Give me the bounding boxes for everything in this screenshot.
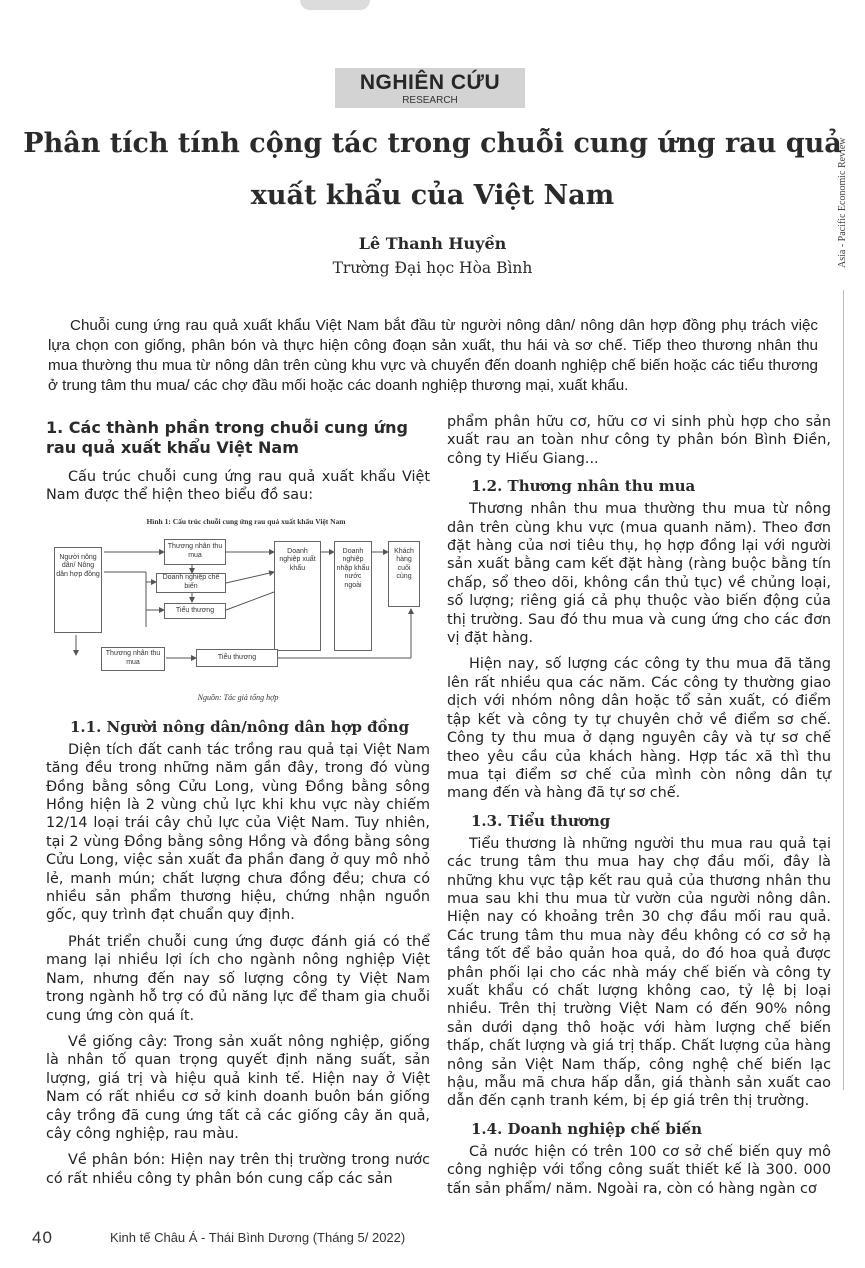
node-exporter: Doanh nghiệp xuất khẩu bbox=[274, 541, 321, 651]
paragraph-1-4: Cả nước hiện có trên 100 cơ sở chế biến quy mô công nghiệp với tổng công suất thiết kế là 300. 000 tấn sản phẩm/ năm. Ngoài ra, còn có hàng ngàn cơ bbox=[447, 1143, 831, 1197]
paragraph-1-3: Tiểu thương là những người thu mua rau quả tại các trung tâm thu mua hay chợ đầu mối, đây là những khu vực tập kết rau quả của thương nhân thu mua sau khi thu mua từ vườn của người nông dân. Hiện nay có khoảng trên 30 chợ đầu mối rau quả. Các trung tâm thu mua này đều không có cơ sở hạ tầng tốt để bảo quản hoa quả, do đó hoa quả được phân phối lại cho các nhà máy chế biến và công ty xuất khẩu có chất lượng không cao, tỷ lệ bị loại nhiều. Trên thị trường Việt Nam có đến 90% nông sản dưới dạng thô hoặc với hàm lượng chế biến thấp, chất lượng và giá trị thấp. Chất lượng của hàng nông sản Việt Nam thấp, công nghệ chế biến lạc hậu, mẫu mã chưa hấp dẫn, giá thành sản xuất cao dẫn đến cạnh tranh kém, bị ép giá trên thị trường. bbox=[447, 835, 831, 1110]
section-header bbox=[335, 68, 525, 108]
paragraph-continued: phẩm phân hữu cơ, hữu cơ vi sinh phù hợp cho sản xuất rau an toàn như công ty phân bón Bình Điền, công ty Hiếu Giang... bbox=[447, 414, 831, 467]
heading-section-1: 1. Các thành phần trong chuỗi cung ứng rau quả xuất khẩu Việt Nam bbox=[46, 418, 408, 457]
right-column bbox=[447, 413, 831, 1206]
heading-1-2: 1.2. Thương nhân thu mua bbox=[471, 477, 696, 496]
left-column bbox=[46, 410, 430, 1196]
arrow-processor-exporter bbox=[226, 572, 274, 583]
figure-supply-chain bbox=[46, 513, 430, 703]
node-importer: Doanh nghiệp nhập khẩu nước ngoài bbox=[334, 541, 372, 651]
section-label-en: RESEARCH bbox=[402, 95, 458, 106]
node-customer: Khách hàng cuối cùng bbox=[388, 541, 420, 607]
paragraph-intro: Cấu trúc chuỗi cung ứng rau quả xuất khẩu Việt Nam được thể hiện theo biểu đồ sau: bbox=[46, 469, 430, 504]
node-trader: Thương nhân thu mua bbox=[164, 539, 226, 565]
section-label: NGHIÊN CỨU bbox=[359, 71, 501, 94]
node-trader-2: Thương nhân thu mua bbox=[101, 647, 165, 671]
article-author: Lê Thanh Huyền bbox=[358, 234, 507, 253]
paragraph-fertilizer: Về phân bón: Hiện nay trên thị trường trong nước có rất nhiều công ty phân bón cung cấp các sản bbox=[46, 1152, 430, 1187]
node-processor: Doanh nghiệp chế biến bbox=[156, 573, 226, 593]
heading-1-4: 1.4. Doanh nghiệp chế biến bbox=[471, 1119, 702, 1138]
article-affiliation: Trường Đại học Hòa Bình bbox=[332, 259, 533, 277]
node-farmer: Người nông dân/ Nông dân hợp đồng bbox=[54, 547, 102, 633]
side-divider bbox=[843, 290, 844, 1090]
page-footer bbox=[0, 1224, 865, 1254]
journal-side-label: Asia - Pacific Economic Review bbox=[837, 137, 848, 268]
paragraph-1-1-a: Diện tích đất canh tác trồng rau quả tại Việt Nam tăng đều trong những năm gần đây, trong đó vùng Đồng bằng sông Cửu Long, vùng Đồng bằng sông Hồng hiện là 2 vùng chủ lực khi khu vực này chiếm 12/14 loại trái cây chủ lực của Việt Nam. Tuy nhiên, tại 2 vùng Đồng bằng sông Hồng và đồng bằng sông Cửu Long, việc sản xuất đa phần đang ở quy mô nhỏ lẻ, manh mún; chất lượng chưa đồng đều; chưa có nhiều sản phẩm thương hiệu, chứng nhận nguồn gốc, quy trình đạt chuẩn quy định. bbox=[46, 741, 430, 924]
page-number: 40 bbox=[32, 1228, 53, 1247]
figure-title: Hình 1: Cấu trúc chuỗi cung ứng rau quả xuất khẩu Việt Nam bbox=[146, 516, 346, 526]
node-retail: Tiểu thương bbox=[164, 603, 226, 619]
paragraph-1-1-b: Phát triển chuỗi cung ứng được đánh giá có thể mang lại nhiều lợi ích cho ngành nông nghiệp Việt Nam, nhưng đến nay số lượng công ty Việt Nam trong ngành hỗ trợ có đủ năng lực để tham gia chuỗi cung ứng còn quá ít. bbox=[46, 933, 430, 1024]
article-title: Phân tích tính cộng tác trong chuỗi cung ứng rau quả xuất khẩu của Việt Nam bbox=[23, 128, 842, 211]
figure-source: Nguồn: Tác giả tổng hợp bbox=[197, 692, 279, 702]
node-retail-2: Tiểu thương bbox=[196, 649, 278, 667]
heading-1-1: 1.1. Người nông dân/nông dân hợp đồng bbox=[70, 717, 410, 736]
figure-diagram bbox=[46, 527, 430, 687]
paragraph-seeds: Về giống cây: Trong sản xuất nông nghiệp, giống là nhân tố quan trọng quyết định năng suất, sản lượng, giá trị và hiệu quả kinh tế. Hiện nay ở Việt Nam có rất nhiều cơ sở kinh doanh buôn bán giống cây trồng đã cung ứng tất cả các giống cây ăn quả, cây công nghiệp, rau màu. bbox=[46, 1033, 430, 1142]
paragraph-1-2-a: Thương nhân thu mua thường thu mua từ nông dân trên cùng khu vực (mua quanh năm). Theo đơn đặt hàng của nơi tiêu thụ, họ hợp đồng lại với người sản xuất bằng cam kết đặt hàng (ràng buộc bằng tín chấp, sổ theo dõi, không cần thủ tục) về chủng loại, số lượng; riêng giá cả phụ thuộc vào biến động của thị trường. Sau đó thu mua và cung ứng cho các đơn vị đặt hàng. bbox=[447, 501, 831, 647]
heading-1-3: 1.3. Tiểu thương bbox=[471, 811, 611, 830]
paragraph-1-2-b: Hiện nay, số lượng các công ty thu mua đã tăng lên rất nhiều qua các năm. Các công ty thường giao dịch với nhóm nông dân hoặc tổ sản xuất, có điểm tập kết và công ty tự chuyên chở về điểm sơ chế. Công ty thu mua ở dạng nguyên cây và tự sơ chế theo yêu cầu của khách hàng. Hợp tác xã thì thu mua tại điểm sơ chế của mình còn nông dân tự mang đến và hàng đã tự sơ chế. bbox=[447, 656, 831, 802]
article-abstract: Chuỗi cung ứng rau quả xuất khẩu Việt Nam bắt đầu từ người nông dân/ nông dân hợp đồng phụ trách việc lựa chọn con giống, phân bón và thực hiện công đoạn sản xuất, thu hái và sơ chế. Tiếp theo thương nhân thu mua thường thu mua từ nông dân trên cùng khu vực và chuyển đến doanh nghiệp chế biến hoặc các tiểu thương ở trung tâm thu mua/ các chợ đầu mối hoặc các doanh nghiệp thương mại, xuất khẩu. bbox=[48, 317, 818, 394]
top-decoration bbox=[300, 0, 370, 10]
footer-journal: Kinh tế Châu Á - Thái Bình Dương (Tháng 5/ 2022) bbox=[110, 1230, 406, 1245]
